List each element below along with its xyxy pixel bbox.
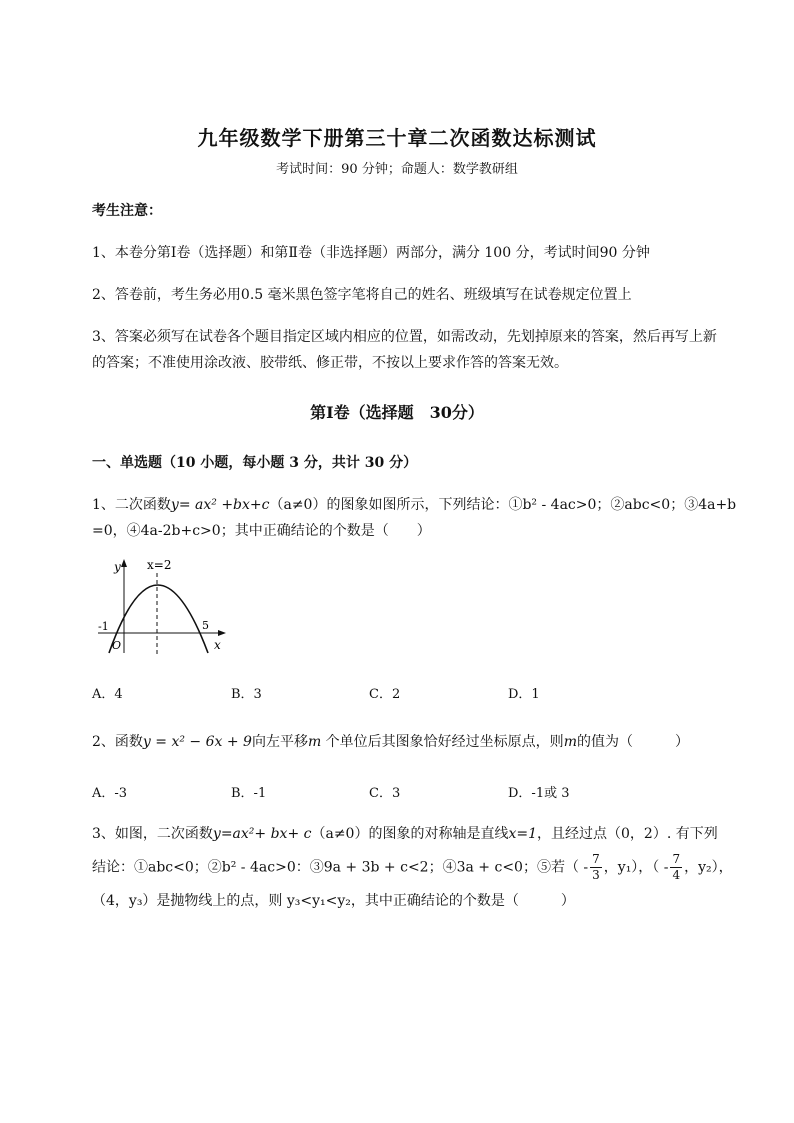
q3-line2-mid: ，y₁），（ -	[603, 859, 669, 876]
q1-line1	[92, 494, 736, 514]
origin-label: O	[112, 639, 122, 652]
q2-option-b[interactable]: B．-1	[231, 786, 267, 801]
q1-option-d[interactable]: D．1	[508, 687, 540, 702]
q3-line1	[92, 823, 718, 843]
part-heading: 一、单选题（10 小题，每小题 3 分，共计 30 分）	[92, 455, 418, 471]
q2-suffix: 的值为（ ）	[576, 734, 689, 750]
q3-line2-prefix: 结论：①abc<0；②b² - 4ac>0：③9a + 3b + c<2；④3a + c<0；⑤若（ -	[92, 859, 589, 876]
exam-info: 考试时间：90 分钟；命题人：数学教研组	[276, 162, 518, 177]
x-axis-arrow	[218, 630, 226, 636]
q2-option-a[interactable]: A．-3	[92, 786, 128, 801]
y-axis-label: y	[114, 560, 121, 574]
q1-option-b[interactable]: B．3	[231, 687, 262, 702]
q3-line2-end: ，y₂），	[684, 859, 733, 876]
q1-function: y= ax² +bx+c	[170, 497, 270, 513]
q3-function: y=ax²+ bx+ c	[212, 826, 312, 842]
q1-prefix: 1、二次函数	[92, 497, 171, 513]
notice-item-3-line1: 3、答案必须写在试卷各个题目指定区域内相应的位置，如需改动，先划掉原来的答案，然后再写上新	[92, 329, 717, 345]
x-axis-label: x	[214, 638, 221, 652]
q2-function: y = x² − 6x + 9	[142, 734, 252, 750]
q2-option-d[interactable]: D．-1或 3	[508, 786, 570, 801]
q2-middle2: 个单位后其图象恰好经过坐标原点，则	[321, 734, 564, 750]
q1-conditions: （a≠0）的图象如图所示，下列结论：①b² - 4ac>0；②abc<0；③4a+b	[269, 497, 737, 513]
q2-var-m-2: m	[563, 734, 577, 750]
q3-line2	[92, 852, 733, 883]
q3-line3: （4，y₃）是抛物线上的点，则 y₃<y₁<y₂，其中正确结论的个数是（ ）	[92, 893, 575, 909]
notice-item-2: 2、答卷前，考生务必用0.5 毫米黑色签字笔将自己的姓名、班级填写在试卷规定位置上	[92, 287, 632, 303]
q3-condition: （a≠0）的图象的对称轴是直线	[311, 826, 509, 842]
y-axis-arrow	[121, 559, 127, 567]
page-title: 九年级数学下册第三十章二次函数达标测试	[197, 126, 597, 150]
q2-option-c[interactable]: C．3	[369, 786, 401, 801]
symmetry-label: x=2	[147, 558, 172, 572]
section-title: 第Ⅰ卷（选择题 30分）	[310, 403, 484, 422]
q1-option-a[interactable]: A．4	[92, 687, 123, 702]
q3-fraction-2	[670, 852, 682, 883]
q2-middle: 向左平移	[251, 734, 308, 750]
q3-axis: x=1	[508, 826, 538, 842]
right-root-label: 5	[202, 619, 209, 632]
q3-frac1-num: 7	[592, 852, 600, 866]
q3-frac2-num: 7	[672, 852, 681, 866]
q2-var-m: m	[307, 734, 322, 750]
q2-prefix: 2、函数	[92, 734, 143, 750]
notice-item-3-line2: 的答案；不准使用涂改液、胶带纸、修正带，不按以上要求作答的答案无效。	[92, 355, 568, 371]
q2-line	[92, 731, 689, 751]
q1-parabola-graph	[92, 555, 232, 655]
q1-line2: =0，④4a-2b+c>0；其中正确结论的个数是（ ）	[92, 523, 431, 539]
notice-item-1: 1、本卷分第Ⅰ卷（选择题）和第Ⅱ卷（非选择题）两部分，满分 100 分，考试时间90 分钟	[92, 245, 650, 261]
q3-fraction-1	[590, 852, 602, 883]
q3-prefix: 3、如图，二次函数	[92, 826, 213, 842]
q3-suffix: ，且经过点（0，2）. 有下列	[537, 826, 718, 842]
notice-heading: 考生注意：	[92, 203, 162, 219]
q1-option-c[interactable]: C．2	[369, 687, 401, 702]
q3-frac2-den: 4	[672, 868, 681, 882]
left-root-label: -1	[98, 620, 109, 633]
q3-frac1-den: 3	[592, 868, 600, 882]
